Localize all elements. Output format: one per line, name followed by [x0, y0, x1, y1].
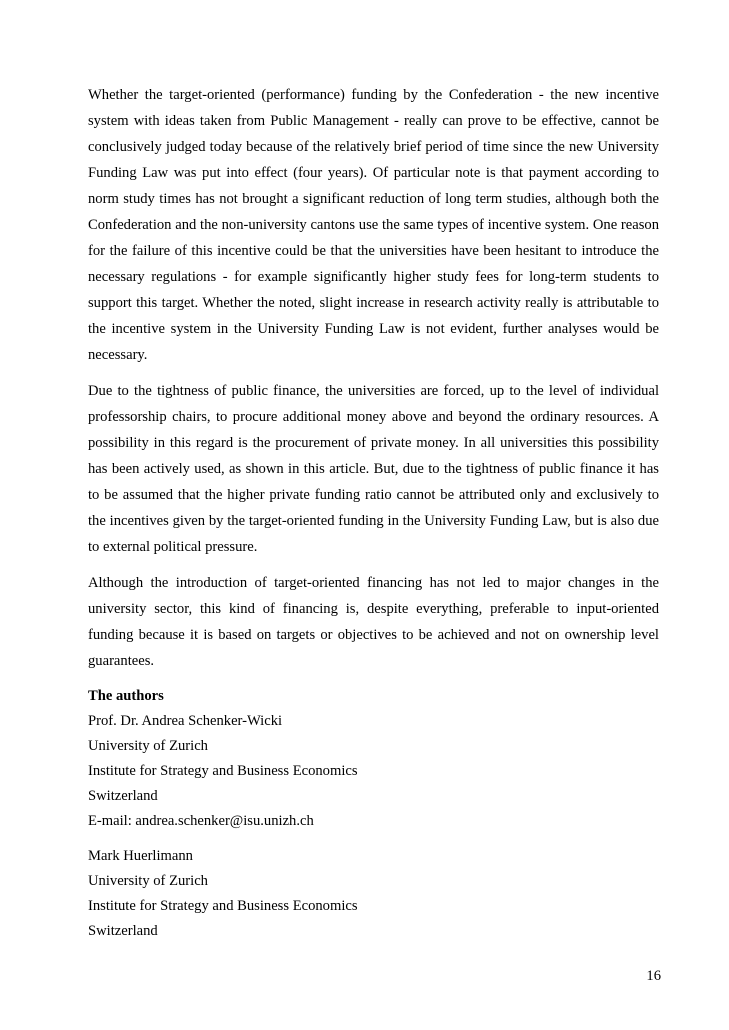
page-number: 16 — [646, 968, 661, 984]
paragraph-effectiveness: Whether the target-oriented (performance) funding by the Confederation - the new incentive system with ideas taken from Public Management - really can prove to be effective, cannot be conclusively judged today because of the relatively brief period of time since the new University Funding Law was put into effect (four years). Of particular note is that payment according to norm study times has not brought a significant reduction of long term studies, although both the Confederation and the non-university cantons use the same types of incentive system. One reason for the failure of this incentive could be that the universities have been hesitant to introduce the necessary regulations - for example significantly higher study fees for long-term students to support this target. Whether the noted, slight increase in research activity really is attributable to the incentive system in the University Funding Law is not evident, further analyses would be necessary. — [88, 87, 659, 363]
authors-section — [88, 684, 659, 944]
body-text — [88, 82, 659, 674]
author-1-email: E-mail: andrea.schenker@isu.unizh.ch — [88, 813, 314, 829]
author-1-institute: Institute for Strategy and Business Economics — [88, 763, 358, 779]
author-2-name: Mark Huerlimann — [88, 848, 193, 864]
paragraph-conclusion: Although the introduction of target-oriented financing has not led to major changes in the university sector, this kind of financing is, despite everything, preferable to input-oriented funding because it is based on targets or objectives to be achieved and not on ownership level guarantees. — [88, 575, 659, 669]
author-2-institute: Institute for Strategy and Business Economics — [88, 898, 358, 914]
author-block-1 — [88, 684, 659, 834]
author-block-2 — [88, 844, 659, 944]
authors-heading: The authors — [88, 688, 164, 704]
paragraph-public-finance: Due to the tightness of public finance, the universities are forced, up to the level of individual professorship chairs, to procure additional money above and beyond the ordinary resources. A possibility in this regard is the procurement of private money. In all universities this possibility has been actively used, as shown in this article. But, due to the tightness of public finance it has to be assumed that the higher private funding ratio cannot be attributed only and exclusively to the incentives given by the target-oriented funding in the University Funding Law, but is also due to external political pressure. — [88, 383, 659, 555]
author-1-country: Switzerland — [88, 788, 158, 804]
author-1-name: Prof. Dr. Andrea Schenker-Wicki — [88, 713, 283, 729]
author-2-university: University of Zurich — [88, 873, 208, 889]
author-1-university: University of Zurich — [88, 738, 208, 754]
author-2-country: Switzerland — [88, 923, 158, 939]
